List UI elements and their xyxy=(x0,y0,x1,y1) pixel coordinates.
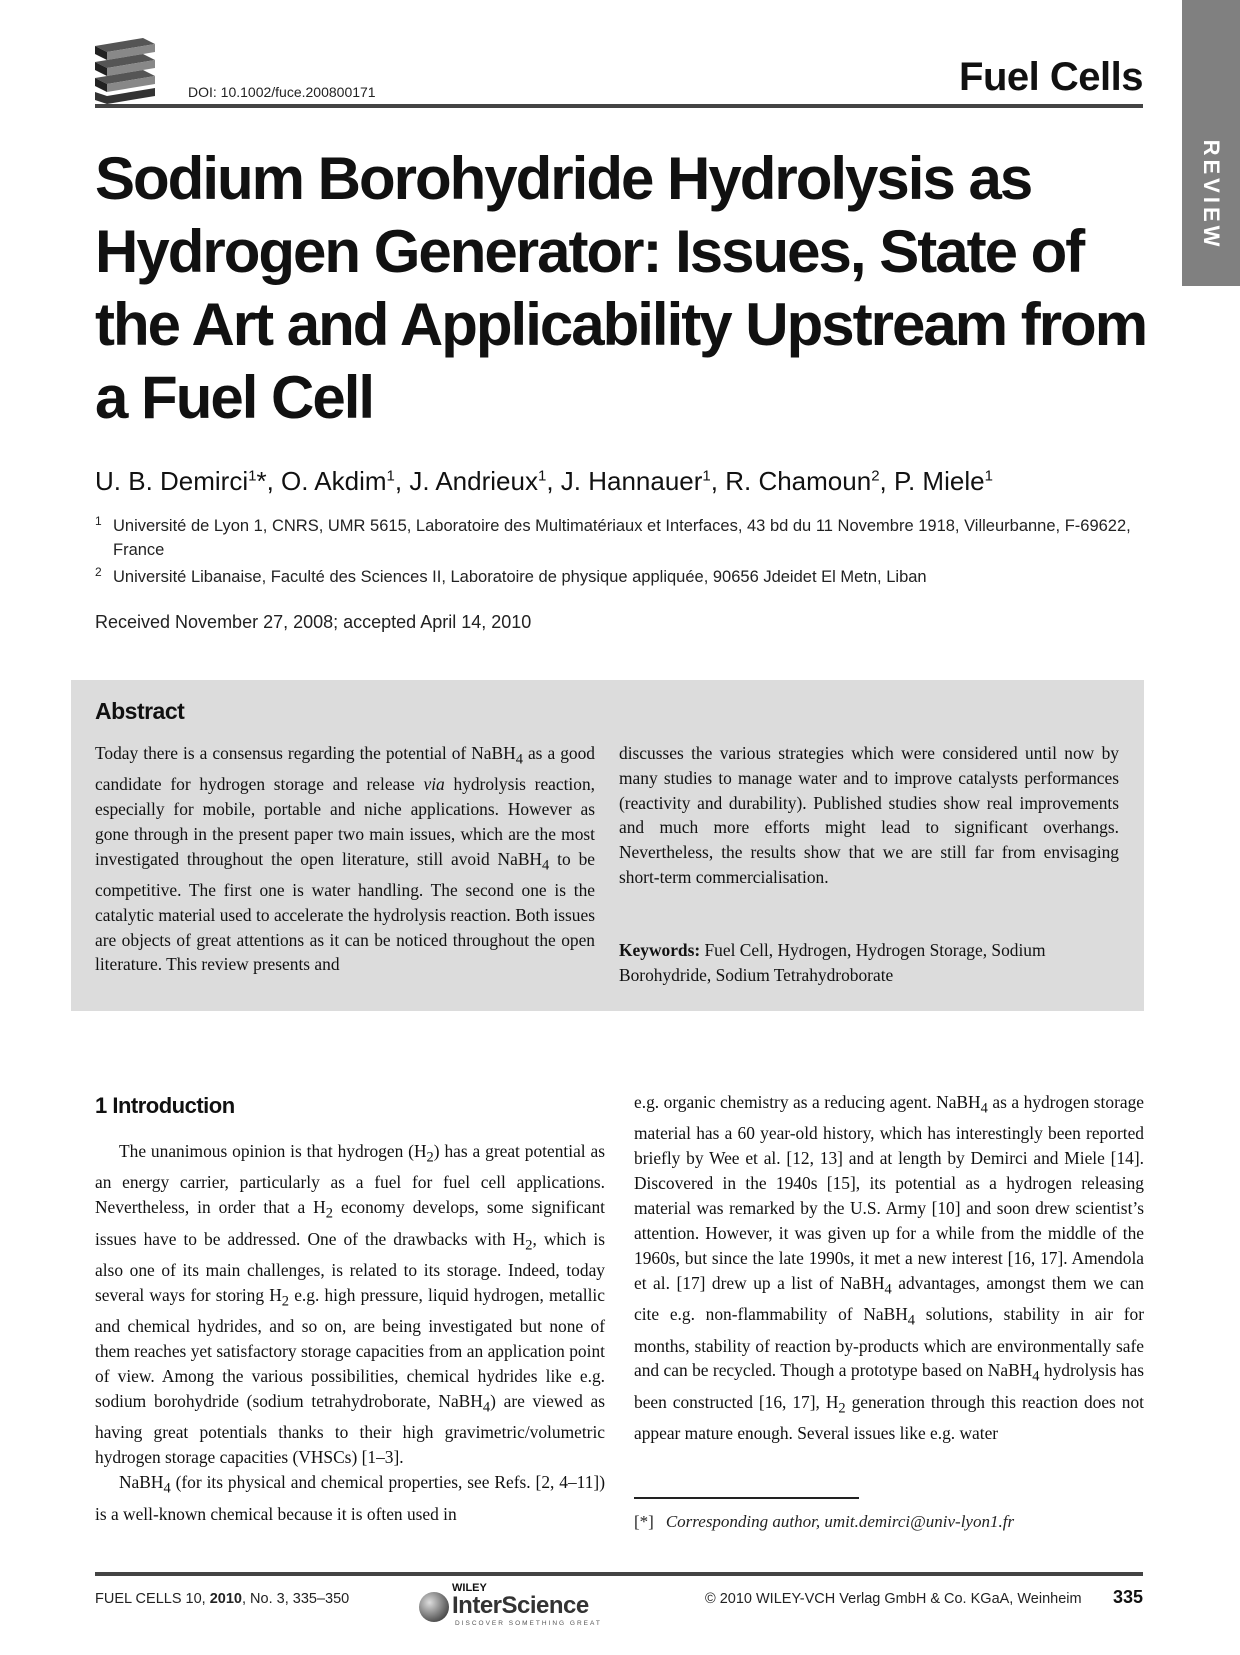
body-column-left xyxy=(95,1139,605,1527)
keywords-text: Fuel Cell, Hydrogen, Hydrogen Storage, Sodium Borohydride, Sodium Tetrahydroborate xyxy=(619,940,1046,985)
author-name: P. Miele xyxy=(893,466,985,496)
author-list: U. B. Demirci$^1$*, O. Akdim$^1$, J. Andrieux$^1$, J. Hannauer$^1$, R. Chamoun$^2$, P. Miele$^1$ xyxy=(95,466,993,496)
author-affiliation-mark: 1 xyxy=(386,467,395,485)
interscience-logo[interactable] xyxy=(407,1580,607,1632)
logo-tagline: DISCOVER SOMETHING GREAT xyxy=(455,1620,602,1627)
abstract-column-2: discusses the various strategies which were considered until now by many studies to manage water and to improve catalysts performances (reactivity and durability). Published studies show real improvements and much more efforts might lead to significant overhangs. Nevertheless, the results show that we are still far from envisaging short-term commercialisation. xyxy=(619,743,1119,887)
logo-brand: InterScience xyxy=(452,1592,589,1619)
footnote-text[interactable]: Corresponding author, umit.demirci@univ-lyon1.fr xyxy=(665,1512,1015,1531)
paragraph: NaBH$_4$ (for its physical and chemical properties, see Refs. [2, 4–11]) is a well-known chemical because it is often used in xyxy=(95,1472,605,1524)
page-number: 335 xyxy=(1112,1587,1143,1607)
author-name: R. Chamoun xyxy=(725,466,872,496)
citation-pages: , No. 3, 335–350 xyxy=(241,1591,350,1607)
doi[interactable]: DOI: 10.1002/fuce.200800171 xyxy=(188,84,376,100)
affiliation-number: 1 xyxy=(95,514,102,528)
affiliation-text: Université Libanaise, Faculté des Sciences II, Laboratoire de physique appliquée, 90656 Jdeidet El Metn, Liban xyxy=(113,568,927,586)
author-name: J. Hannauer xyxy=(560,466,703,496)
affiliation-text: Université de Lyon 1, CNRS, UMR 5615, Laboratoire des Multimatériaux et Interfaces, 43 bd du 11 Novembre 1918, Villeurbanne, F-69622, France xyxy=(113,517,1131,559)
review-tab xyxy=(1182,0,1240,286)
footnote-mark: [*] xyxy=(634,1512,654,1531)
author-affiliation-mark: 1 xyxy=(984,467,993,485)
journal-name: Fuel Cells xyxy=(959,55,1143,99)
footer-rule xyxy=(95,1572,1143,1576)
author-name: O. Akdim xyxy=(281,466,387,496)
author-name: U. B. Demirci xyxy=(95,466,249,496)
citation-year: 2010 xyxy=(209,1591,242,1607)
corresponding-mark: * xyxy=(256,466,267,496)
affiliation-number: 2 xyxy=(95,565,102,579)
citation xyxy=(95,1591,349,1607)
review-tab-label: REVIEW xyxy=(1199,139,1224,251)
abstract-column-1: Today there is a consensus regarding the potential of NaBH$_4$ as a good candidate for hydrogen storage and release via hydrolysis reaction, especially for mobile, portable and niche applications. However as gone through in the present paper two main issues, which are the most investigated throughout the open literature, still avoid NaBH$_4$ to be competitive. The first one is water handling. The second one is the catalytic material used to accelerate the hydrolysis reaction. Both issues are objects of great attentions as it can be noticed throughout the open literature. This review presents and xyxy=(95,743,596,975)
author-affiliation-mark: 1 xyxy=(537,467,547,485)
author-affiliation-mark: 1 xyxy=(702,467,711,485)
header-rule xyxy=(95,104,1143,108)
paragraph: The unanimous opinion is that hydrogen $(H_2)$ has a great potential as an energy carrier, particularly as a fuel for fuel cell applications. Nevertheless, in order that a $H_2$ economy develops, some significant issues have to be addressed. One of the drawbacks with $H_2$, which is also one of its main challenges, is related to its storage. Indeed, today several ways for storing $H_2$ e.g. high pressure, liquid hydrogen, metallic and chemical hydrides, and so on, are being investigated but none of them reaches yet satisfactory storage capacities from an application point of view. Among the various possibilities, chemical hydrides like e.g. sodium borohydride (sodium tetrahydroborate, NaBH$_4$) are viewed as having great potentials thanks to their high gravimetric/volumetric hydrogen storage capacities (VHSCs) [1–3]. xyxy=(95,1141,606,1468)
footnote xyxy=(634,1512,1014,1532)
logo-publisher: WILEY xyxy=(452,1582,487,1594)
received-date: Received November 27, 2008; accepted April 14, 2010 xyxy=(95,612,532,632)
copyright: © 2010 WILEY-VCH Verlag GmbH & Co. KGaA, Weinheim xyxy=(705,1591,1082,1607)
keywords xyxy=(619,938,1119,988)
article-title: Sodium Borohydride Hydrolysis as Hydrogen Generator: Issues, State of the Art and Applicability Upstream from a Fuel Cell xyxy=(95,145,1147,431)
keywords-label: Keywords: xyxy=(619,940,701,960)
footnote-rule xyxy=(634,1497,859,1499)
author-affiliation-mark: 2 xyxy=(871,467,880,485)
journal-logo-icon xyxy=(95,38,155,104)
author-name: J. Andrieux xyxy=(409,466,538,496)
body-column-right xyxy=(634,1090,1144,1446)
globe-icon xyxy=(419,1592,449,1622)
paragraph: e.g. organic chemistry as a reducing agent. NaBH$_4$ as a hydrogen storage material has a 60 year-old history, which has interestingly been reported briefly by Wee et al. [12, 13] and at length by Demirci and Miele [14]. Discovered in the 1940s [15], its potential as a hydrogen releasing material was remarked by the U.S. Army [10] and soon drew scientist’s attention. However, it was given up for a while from the middle of the 1960s, but since the late 1990s, it met a new interest [16, 17]. Amendola et al. [17] drew up a list of NaBH$_4$ advantages, amongst them we can cite e.g. non-flammability of NaBH$_4$ solutions, stability in air for months, stability of reaction by-products which are environmentally safe and can be recycled. Though a prototype based on NaBH$_4$ hydrolysis has been constructed [16, 17], $H_2$ generation through this reaction does not appear mature enough. Several issues like e.g. water xyxy=(634,1092,1144,1444)
section-heading-introduction: 1 Introduction xyxy=(95,1093,235,1118)
citation-journal: FUEL CELLS 10, xyxy=(95,1591,210,1607)
author-affiliation-mark: 1 xyxy=(248,467,257,485)
abstract-heading: Abstract xyxy=(95,698,185,724)
